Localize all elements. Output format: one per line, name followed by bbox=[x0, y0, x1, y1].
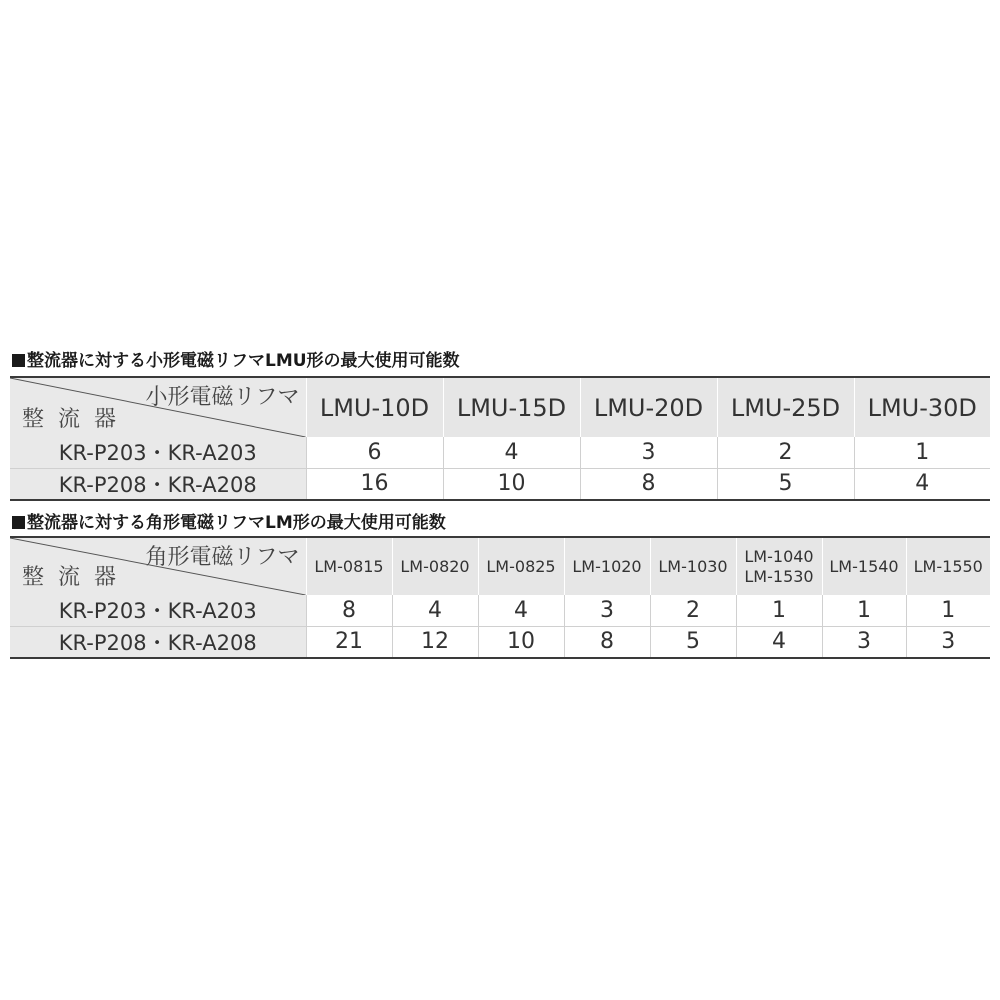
table-cell: 1 bbox=[822, 595, 906, 626]
table-cell: 16 bbox=[306, 468, 443, 500]
lmu-corner-cell bbox=[10, 377, 306, 437]
table-cell: 8 bbox=[564, 626, 650, 658]
table-cell: 4 bbox=[392, 595, 478, 626]
table-cell: 4 bbox=[443, 437, 580, 468]
lm-corner-cell bbox=[10, 537, 306, 595]
lm-corner-top-label: 角形電磁リフマ bbox=[145, 545, 300, 570]
lmu-table bbox=[10, 376, 990, 501]
lm-model-line1: LM-0820 bbox=[400, 556, 470, 576]
lm-model-line1: LM-1540 bbox=[829, 556, 899, 576]
table-cell: 8 bbox=[580, 468, 717, 500]
lm-model-line1: LM-0815 bbox=[314, 556, 384, 576]
rectifier-label: KR-P208・KR-A208 bbox=[10, 468, 306, 500]
table-row bbox=[10, 595, 990, 626]
table-cell: 4 bbox=[854, 468, 990, 500]
section-2-title bbox=[12, 508, 446, 533]
table-cell: 3 bbox=[906, 626, 990, 658]
lmu-model-header: LMU-10D bbox=[306, 377, 443, 437]
section-1-title-text: 整流器に対する小形電磁リフマLMU形の最大使用可能数 bbox=[27, 351, 460, 371]
lm-model-line1: LM-0825 bbox=[486, 556, 556, 576]
rectifier-label: KR-P208・KR-A208 bbox=[10, 626, 306, 658]
table-cell: 4 bbox=[736, 626, 822, 658]
lm-model-header bbox=[478, 537, 564, 595]
table-row bbox=[10, 437, 990, 468]
section-1-title bbox=[12, 346, 460, 371]
lmu-model-header: LMU-20D bbox=[580, 377, 717, 437]
lm-model-line1: LM-1040 bbox=[744, 547, 814, 567]
black-square-bullet-icon bbox=[12, 354, 25, 367]
table-cell: 8 bbox=[306, 595, 392, 626]
table-cell: 5 bbox=[717, 468, 854, 500]
lm-model-header bbox=[392, 537, 478, 595]
table-cell: 5 bbox=[650, 626, 736, 658]
table-cell: 3 bbox=[580, 437, 717, 468]
table-row bbox=[10, 626, 990, 658]
lmu-model-header: LMU-25D bbox=[717, 377, 854, 437]
lm-header-row bbox=[10, 537, 990, 595]
rectifier-label: KR-P203・KR-A203 bbox=[10, 595, 306, 626]
lm-model-line1: LM-1030 bbox=[658, 556, 728, 576]
lm-model-header bbox=[822, 537, 906, 595]
table-cell: 2 bbox=[650, 595, 736, 626]
lm-table bbox=[10, 536, 990, 659]
lm-model-line2: LM-1530 bbox=[744, 566, 814, 586]
lmu-corner-top-label: 小形電磁リフマ bbox=[145, 385, 300, 410]
lmu-model-header: LMU-15D bbox=[443, 377, 580, 437]
lm-model-line1: LM-1020 bbox=[572, 556, 642, 576]
table-cell: 21 bbox=[306, 626, 392, 658]
table-cell: 10 bbox=[478, 626, 564, 658]
table-cell: 1 bbox=[854, 437, 990, 468]
table-cell: 2 bbox=[717, 437, 854, 468]
table-cell: 1 bbox=[906, 595, 990, 626]
lm-model-header bbox=[736, 537, 822, 595]
black-square-bullet-icon bbox=[12, 516, 25, 529]
table-cell: 4 bbox=[478, 595, 564, 626]
lmu-header-row bbox=[10, 377, 990, 437]
lm-model-header bbox=[306, 537, 392, 595]
lm-model-header bbox=[650, 537, 736, 595]
table-row bbox=[10, 468, 990, 500]
lmu-model-header: LMU-30D bbox=[854, 377, 990, 437]
section-2-title-text: 整流器に対する角形電磁リフマLM形の最大使用可能数 bbox=[27, 513, 446, 533]
table-cell: 3 bbox=[564, 595, 650, 626]
table-cell: 3 bbox=[822, 626, 906, 658]
table-cell: 1 bbox=[736, 595, 822, 626]
lm-model-line1: LM-1550 bbox=[913, 556, 983, 576]
lm-model-header bbox=[906, 537, 990, 595]
rectifier-label: KR-P203・KR-A203 bbox=[10, 437, 306, 468]
table-cell: 6 bbox=[306, 437, 443, 468]
table-cell: 10 bbox=[443, 468, 580, 500]
lm-model-header bbox=[564, 537, 650, 595]
lmu-corner-bottom-label: 整流器 bbox=[22, 407, 131, 432]
table-cell: 12 bbox=[392, 626, 478, 658]
lm-corner-bottom-label: 整流器 bbox=[22, 565, 131, 590]
